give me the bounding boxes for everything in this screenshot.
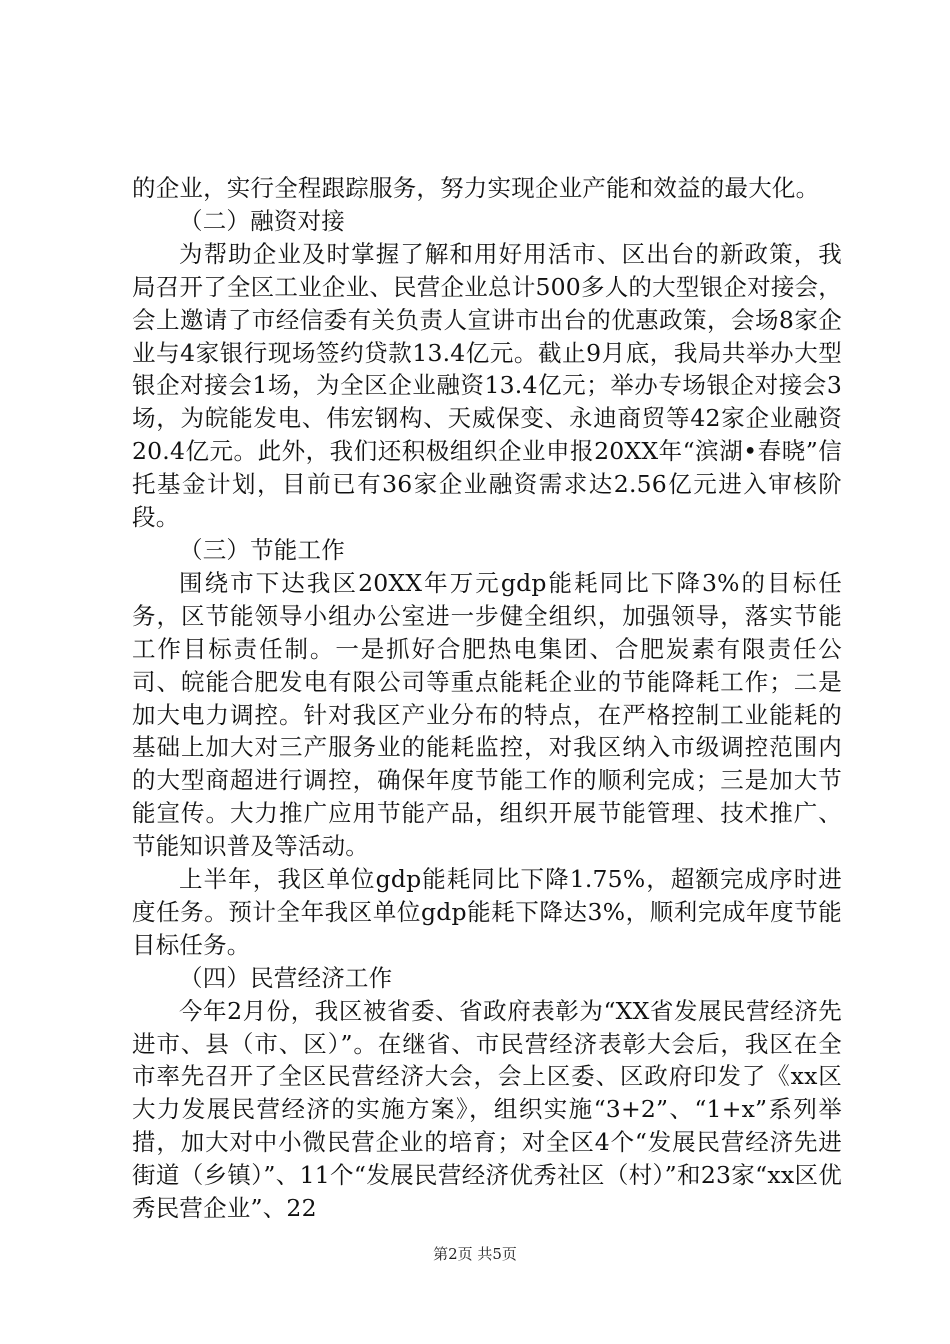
paragraph-continuation: 的企业，实行全程跟踪服务，努力实现企业产能和效益的最大化。 (132, 174, 820, 202)
page-number-footer: 第2页 共5页 (433, 1245, 517, 1263)
paragraph-financing: 为帮助企业及时掌握了解和用好用活市、区出台的新政策，我局召开了全区工业企业、民营企业总计500多人的大型银企对接会，会上邀请了市经信委有关负责人宣讲市出台的优惠政策，会场8家企业与4家银行现场签约贷款13.4亿元。截止9月底，我局共举办大型银企对接会1场，为全区企业融资13.4亿元；举办专场银企对接会3场，为皖能发电、伟宏钢构、天威保变、永迪商贸等42家企业融资20.4亿元。此外，我们还积极组织企业申报20XX年“滨湖•春晓”信托基金计划，目前已有36家企业融资需求达2.56亿元进入审核阶段。 (132, 239, 842, 532)
section-heading-private-economy: （四）民营经济工作 (179, 963, 393, 992)
paragraph-energy-results: 上半年，我区单位gdp能耗同比下降1.75%，超额完成序时进度任务。预计全年我区单位gdp能耗下降达3%，顺利完成年度节能目标任务。 (132, 865, 842, 959)
section-heading-financing: （二）融资对接 (179, 206, 345, 235)
paragraph-energy-saving: 围绕市下达我区20XX年万元gdp能耗同比下降3%的目标任务，区节能领导小组办公室进一步健全组织，加强领导，落实节能工作目标责任制。一是抓好合肥热电集团、合肥炭素有限责任公司、皖能合肥发电有限公司等重点能耗企业的节能降耗工作；二是加大电力调控。针对我区产业分布的特点，在严格控制工业能耗的基础上加大对三产服务业的能耗监控，对我区纳入市级调控范围内的大型商超进行调控，确保年度节能工作的顺利完成；三是加大节能宣传。大力推广应用节能产品，组织开展节能管理、技术推广、节能知识普及等活动。 (132, 568, 842, 861)
section-heading-energy-saving: （三）节能工作 (179, 535, 345, 564)
document-body (132, 172, 842, 1225)
paragraph-private-economy: 今年2月份，我区被省委、省政府表彰为“XX省发展民营经济先进市、县（市、区）”。在继省、市民营经济表彰大会后，我区在全市率先召开了全区民营经济大会，会上区委、区政府印发了《xx区大力发展民营经济的实施方案》，组织实施“3+2”、“1+x”系列举措，加大对中小微民营企业的培育；对全区4个“发展民营经济先进街道（乡镇）”、11个“发展民营经济优秀社区（村）”和23家“xx区优秀民营企业”、22 (132, 996, 842, 1223)
